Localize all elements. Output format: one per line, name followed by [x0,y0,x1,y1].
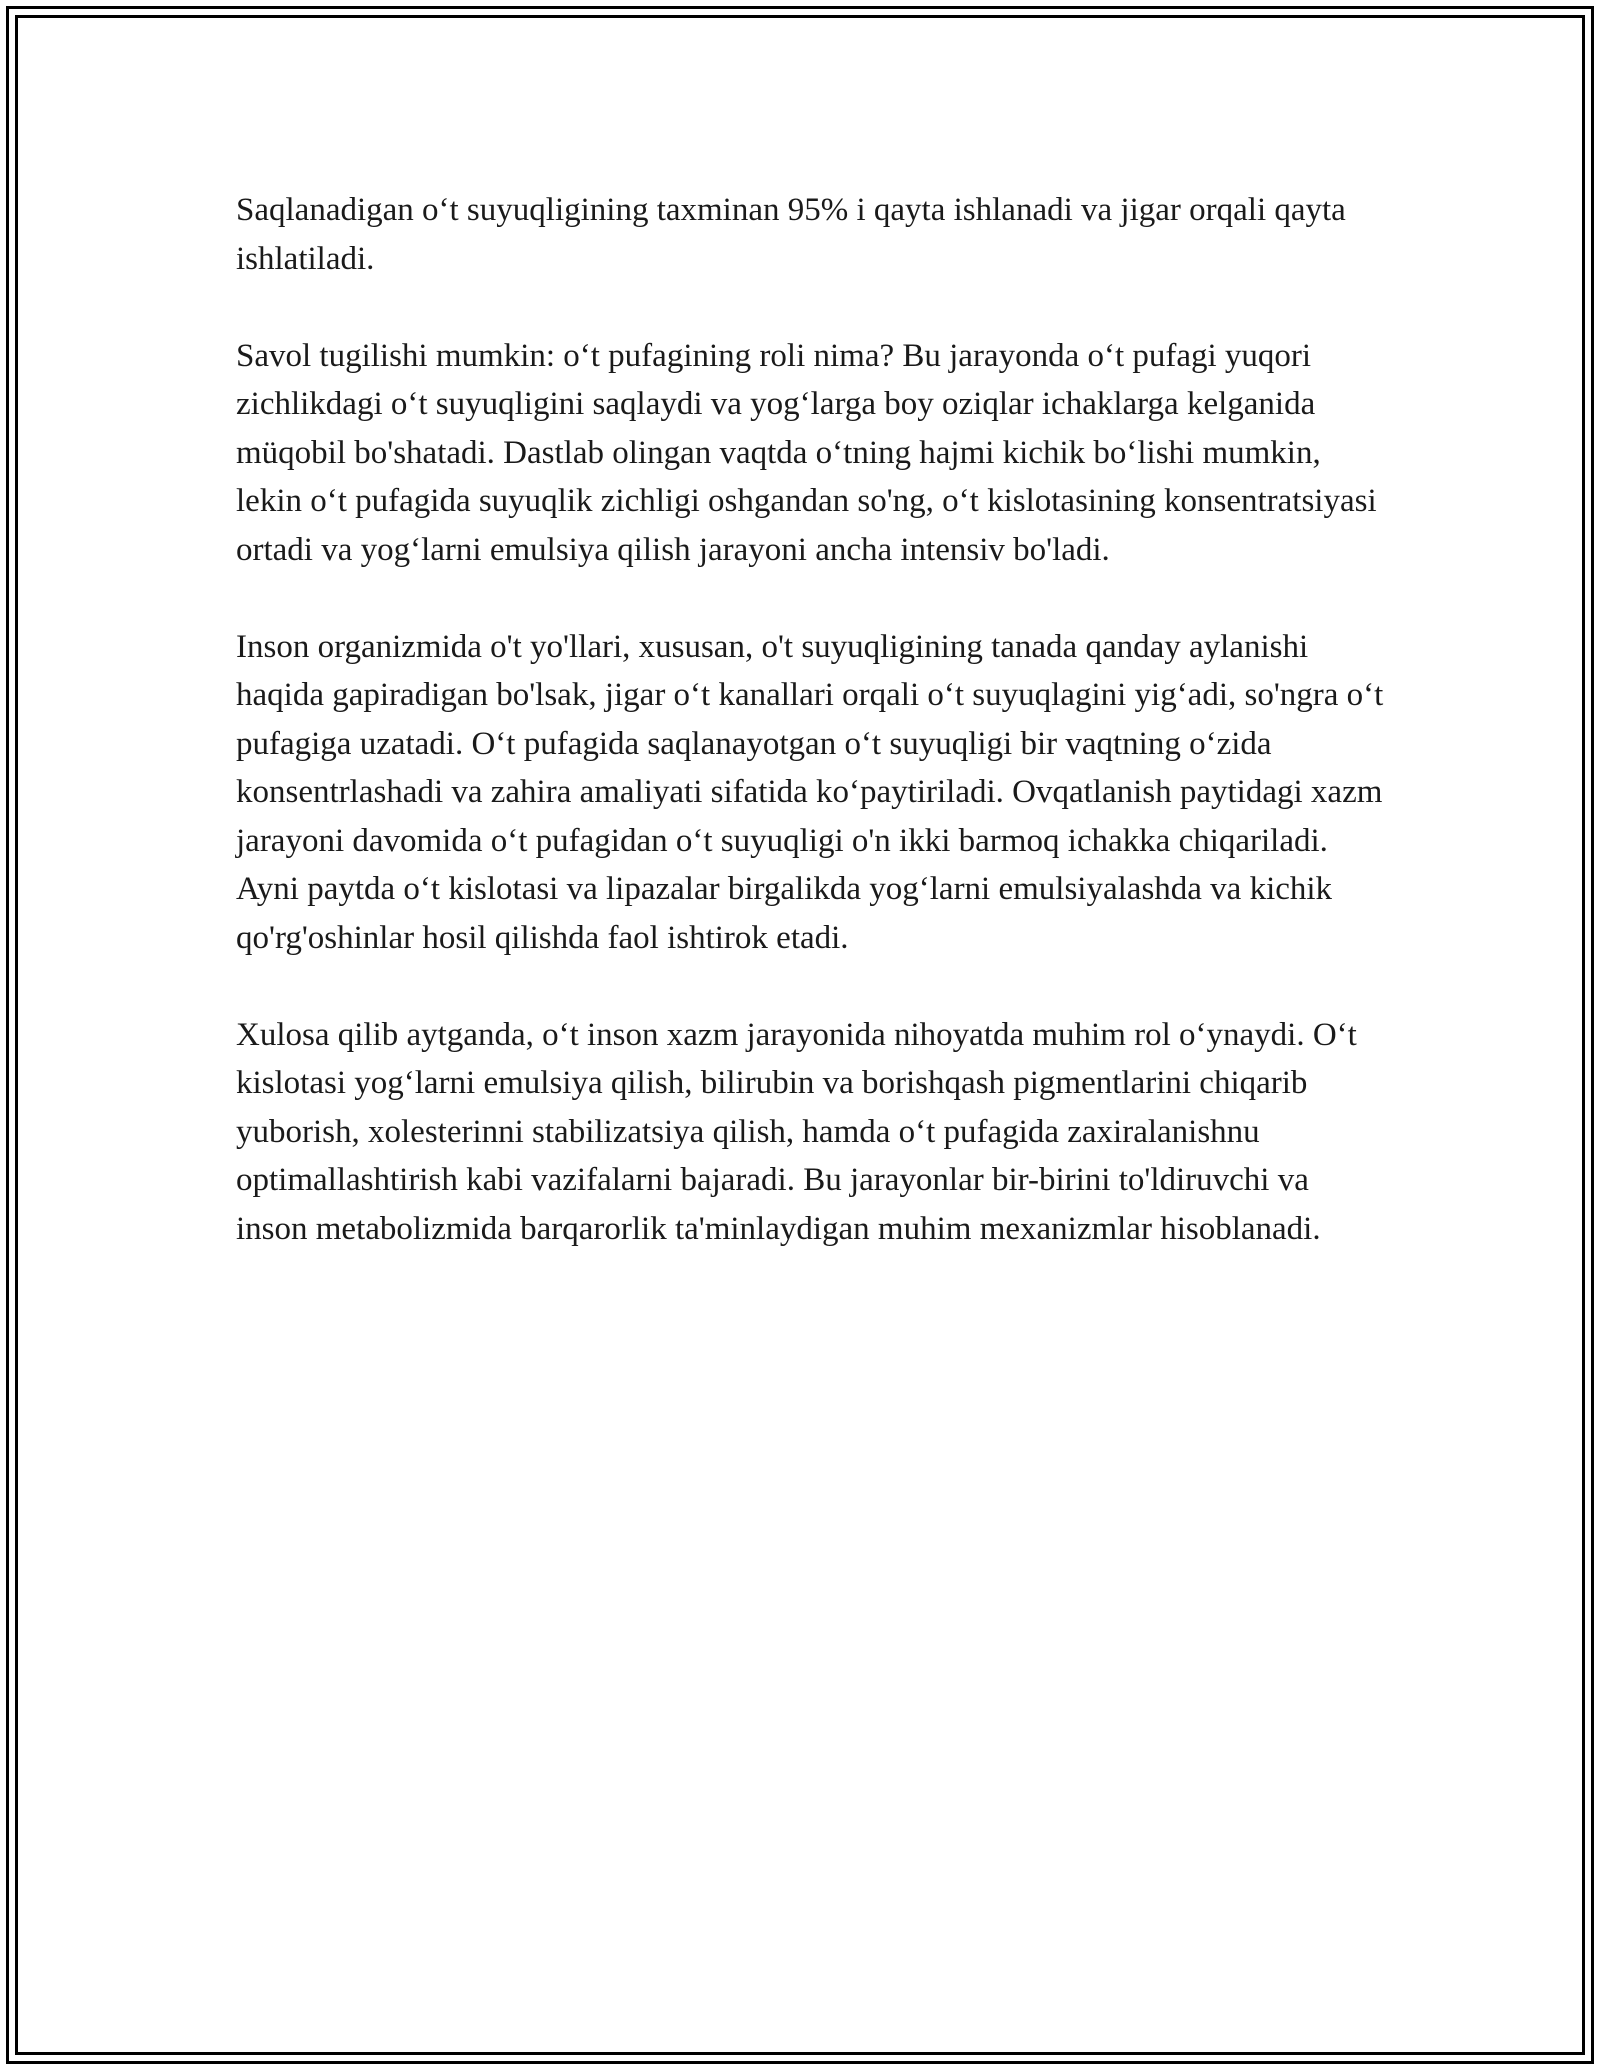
paragraph-3: Inson organizmida o't yo'llari, xususan, o't suyuqligining tanada qanday aylanishi haqida gapiradigan bo'lsak, jigar o‘t kanallari orqali o‘t suyuqlagini yig‘adi, so'ngra o‘t pufagiga uzatadi. O‘t pufagida saqlanayotgan o‘t suyuqligi bir vaqtning o‘zida konsentrlashadi va zahira amaliyati sifatida ko‘paytiriladi. Ovqatlanish paytidagi xazm jarayoni davomida o‘t pufagidan o‘t suyuqligi o'n ikki barmoq ichakka chiqariladi. Ayni paytda o‘t kislotasi va lipazalar birgalikda yog‘larni emulsiyalashda va kichik qo'rg'oshinlar hosil qilishda faol ishtirok etadi. [236,628,1384,956]
paragraph-1: Saqlanadigan o‘t suyuqligining taxminan 95% i qayta ishlanadi va jigar orqali qayta ishlatiladi. [236,192,1346,277]
document-body [236,186,1386,1302]
paragraph-4: Xulosa qilib aytganda, o‘t inson xazm jarayonida nihoyatda muhim rol o‘ynaydi. O‘t kislotasi yog‘larni emulsiya qilish, bilirubin va borishqash pigmentlarini chiqarib yuborish, xolesterinni stabilizatsiya qilish, hamda o‘t pufagida zaxiralanishnu optimallashtirish kabi vazifalarni bajaradi. Bu jarayonlar bir-birini to'ldiruvchi va inson metabolizmida barqarorlik ta'minlaydigan muhim mexanizmlar hisoblanadi. [236,1016,1357,1247]
paragraph-2: Savol tugilishi mumkin: o‘t pufagining roli nima? Bu jarayonda o‘t pufagi yuqori zichlikdagi o‘t suyuqligini saqlaydi va yog‘larga boy oziqlar ichaklarga kelganida müqobil bo'shatadi. Dastlab olingan vaqtda o‘tning hajmi kichik bo‘lishi mumkin, lekin o‘t pufagida suyuqlik zichligi oshgandan so'ng, o‘t kislotasining konsentratsiyasi ortadi va yog‘larni emulsiya qilish jarayoni ancha intensiv bo'ladi. [236,337,1377,568]
